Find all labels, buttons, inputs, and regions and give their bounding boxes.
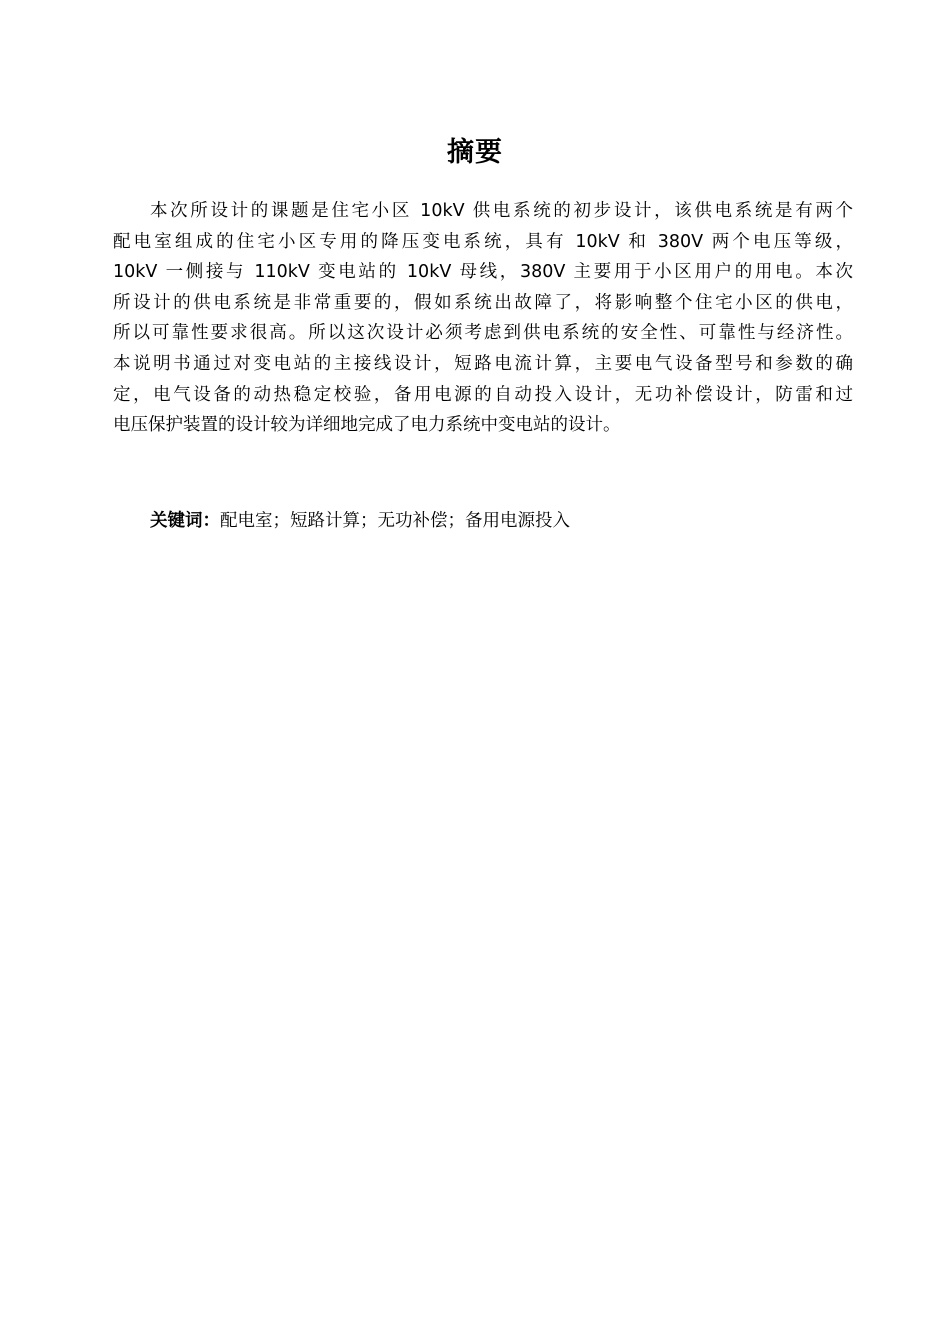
keywords-label: 关键词： xyxy=(150,511,220,531)
abstract-line: 本说明书通过对变电站的主接线设计，短路电流计算，主要电气设备型号和参数的确 xyxy=(113,353,853,374)
abstract-line: 所以可靠性要求很高。所以这次设计必须考虑到供电系统的安全性、可靠性与经济性。 xyxy=(113,323,853,344)
abstract-line: 10kV 一侧接与 110kV 变电站的 10kV 母线，380V 主要用于小区用户的用电。本次 xyxy=(113,262,853,283)
abstract-line: 定，电气设备的动热稳定校验，备用电源的自动投入设计，无功补偿设计，防雷和过 xyxy=(113,384,853,405)
abstract-body xyxy=(113,196,853,441)
abstract-line: 电压保护装置的设计较为详细地完成了电力系统中变电站的设计。 xyxy=(113,415,621,436)
keywords-line xyxy=(150,506,570,536)
page-title: 摘要 xyxy=(447,137,503,168)
abstract-line: 所设计的供电系统是非常重要的，假如系统出故障了，将影响整个住宅小区的供电， xyxy=(113,292,853,313)
keywords-text: 配电室；短路计算；无功补偿；备用电源投入 xyxy=(220,511,570,531)
abstract-line: 本次所设计的课题是住宅小区 10kV 供电系统的初步设计，该供电系统是有两个 xyxy=(150,201,853,221)
abstract-line: 配电室组成的住宅小区专用的降压变电系统，具有 10kV 和 380V 两个电压等级， xyxy=(113,231,853,252)
